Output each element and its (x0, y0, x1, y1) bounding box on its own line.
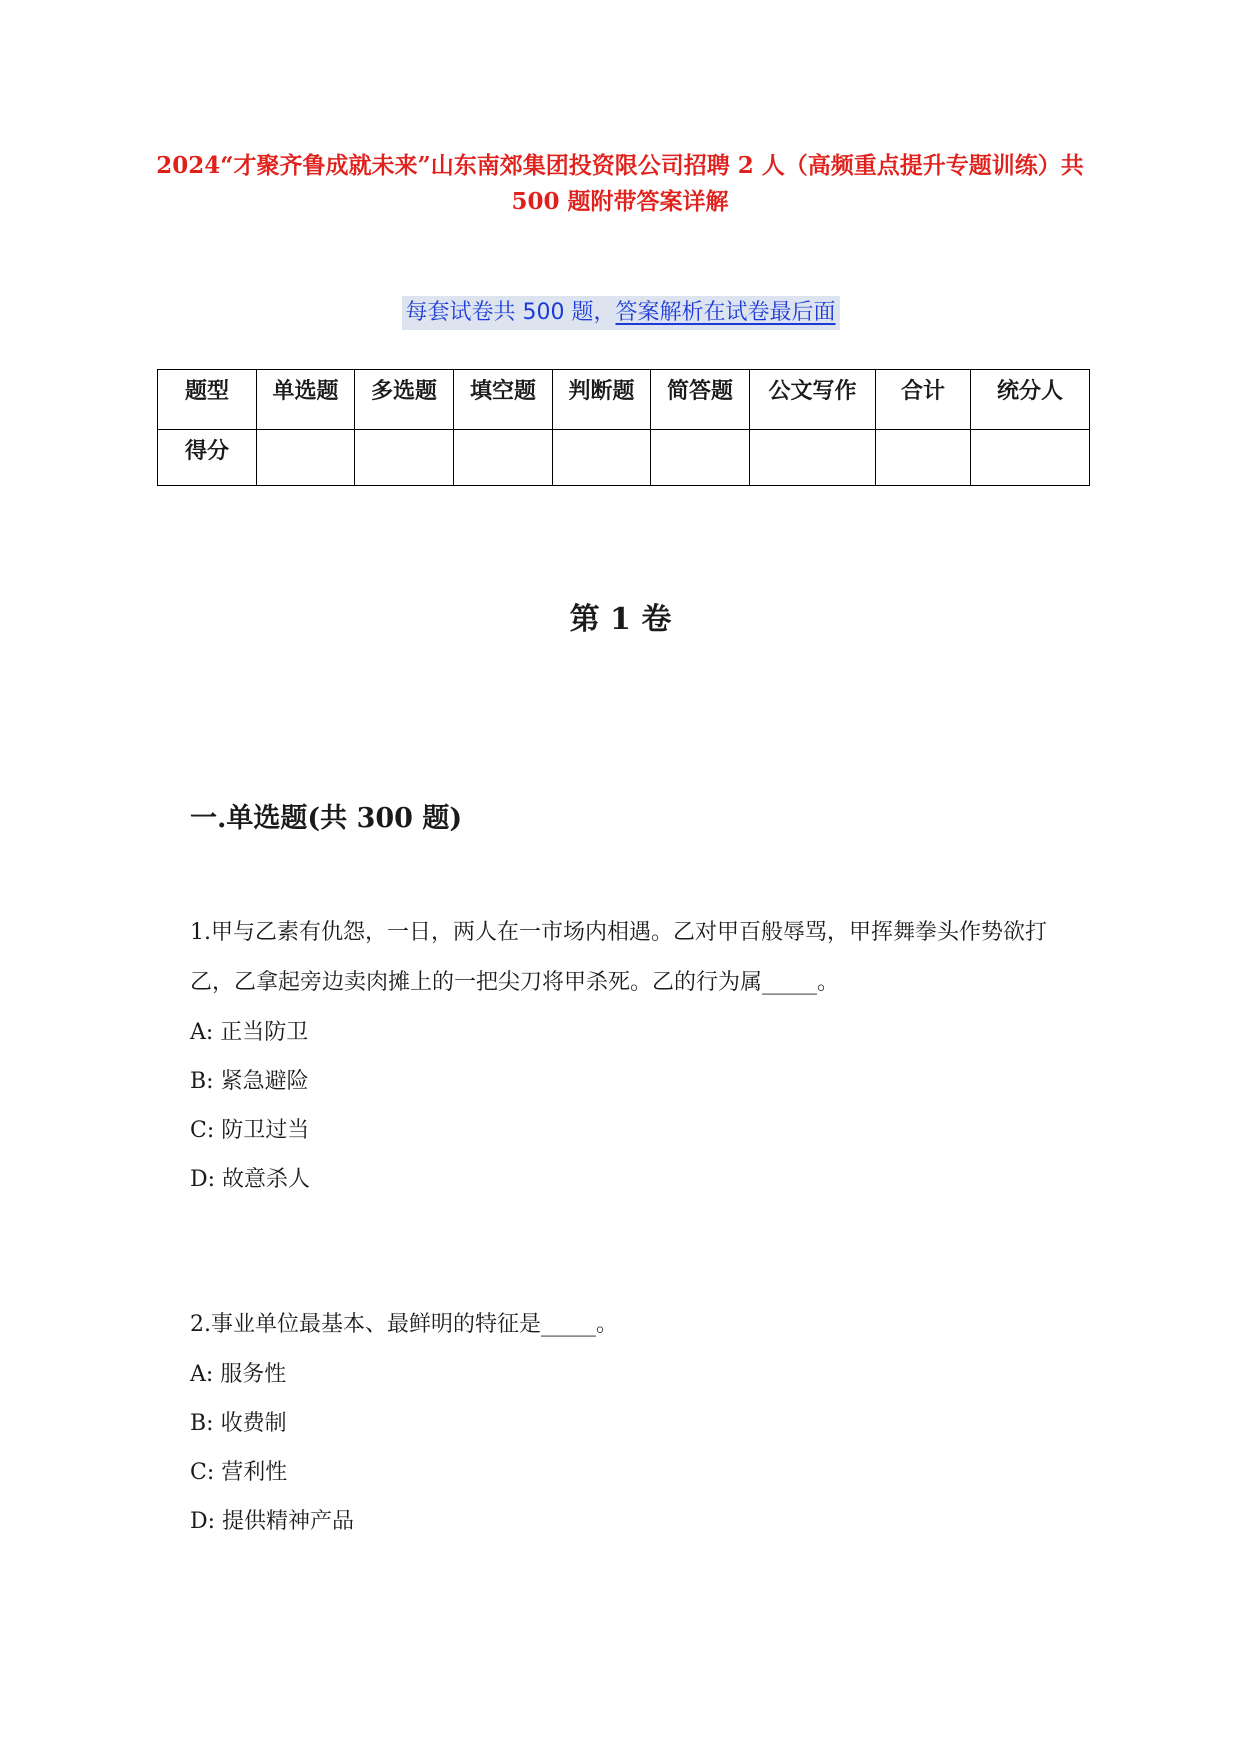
option-c: C: 营利性 (190, 1460, 288, 1485)
option-b: B: 收费制 (190, 1411, 287, 1436)
volume-title: 第 1 卷 (569, 602, 672, 637)
option-c: C: 防卫过当 (190, 1118, 310, 1143)
score-cell (257, 430, 355, 486)
score-cell (750, 430, 876, 486)
option-d: D: 提供精神产品 (190, 1509, 355, 1534)
question-text: 1.甲与乙素有仇怨，一日，两人在一市场内相遇。乙对甲百般辱骂，甲挥舞拳头作势欲打乙，乙拿起旁边卖肉摊上的一把尖刀将甲杀死。乙的行为属_____。 (190, 920, 1047, 995)
header-cell-grader: 统分人 (971, 370, 1090, 430)
header-cell-short: 简答题 (651, 370, 750, 430)
header-cell-total: 合计 (876, 370, 971, 430)
score-cell (454, 430, 553, 486)
question-2 (190, 1300, 1070, 1546)
header-cell-judge: 判断题 (553, 370, 651, 430)
score-cell (355, 430, 454, 486)
score-table (157, 369, 1090, 486)
score-cell (971, 430, 1090, 486)
score-cell (651, 430, 750, 486)
score-cell (553, 430, 651, 486)
option-b: B: 紧急避险 (190, 1069, 309, 1094)
option-a: A: 正当防卫 (190, 1020, 309, 1045)
subtitle-part2: 答案解析在试卷最后面 (615, 300, 836, 325)
section-title: 一.单选题(共 300 题) (190, 803, 463, 834)
score-table-score-row (158, 430, 1090, 486)
question-text: 2.事业单位最基本、最鲜明的特征是_____。 (190, 1312, 618, 1337)
header-cell-multi: 多选题 (355, 370, 454, 430)
header-cell-type: 题型 (158, 370, 257, 430)
option-a: A: 服务性 (190, 1362, 287, 1387)
score-row-label: 得分 (158, 430, 257, 486)
document-title: 2024“才聚齐鲁成就未来”山东南郊集团投资限公司招聘 2 人（高频重点提升专题训练）共 500 题附带答案详解 (156, 152, 1084, 215)
subtitle-part1: 每套试卷共 500 题， (405, 300, 616, 325)
question-1 (190, 908, 1070, 1204)
score-table-header-row (158, 370, 1090, 430)
subtitle-row (0, 296, 1241, 330)
option-d: D: 故意杀人 (190, 1167, 311, 1192)
score-cell (876, 430, 971, 486)
subtitle-banner (402, 296, 840, 330)
header-cell-single: 单选题 (257, 370, 355, 430)
header-cell-writing: 公文写作 (750, 370, 876, 430)
header-cell-fill: 填空题 (454, 370, 553, 430)
